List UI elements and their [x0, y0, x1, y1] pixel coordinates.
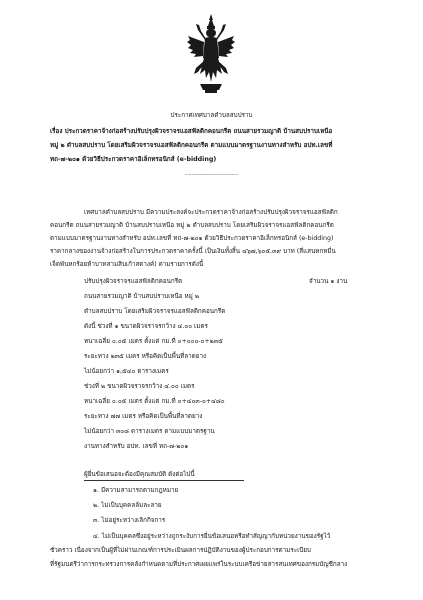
item-detail-7: ช่วงที่ ๒ ขนาดผิวจราจรกว้าง ๔.๐๐ เมตร: [84, 383, 195, 390]
qualification-item-3: ๓. ไม่อยู่ระหว่างเลิกกิจการ: [93, 517, 166, 524]
intro-line-2: คอนกรีต ถนนสายรวมญาติ บ้านสบปราบเหนือ หมู่ ๒ ตำบลสบปราบ โดยเสริมผิวจราจรแอสฟัลติกคอนกรีต: [50, 222, 334, 229]
item-quantity: จำนวน ๑ งาน: [309, 278, 348, 285]
item-detail-4: หนาเฉลี่ย ๐.๐๕ เมตร ตั้งแต่ กม.ที่ ๐+๐๐๐-๐+๒๓๕: [84, 338, 223, 345]
issuer-title: ประกาศเทศบาลตำบลสบปราบ: [170, 112, 253, 119]
item-detail-5: ระยะทาง ๒๓๕ เมตร หรือคิดเป็นพื้นที่ลาดยาง: [84, 353, 207, 360]
item-detail-8: หนาเฉลี่ย ๐.๐๕ เมตร ตั้งแต่ กม.ที่ ๐+๔๐๓-๐+๔๘๐: [84, 398, 225, 405]
qualification-item-4-line-2: ชั่วคราว เนื่องจากเป็นผู้ที่ไม่ผ่านเกณฑ์การประเมินผลการปฏิบัติงานของผู้ประกอบการตามระเบียบ: [50, 547, 311, 554]
header-divider: -------------------------: [184, 172, 239, 178]
item-detail-2: ตำบลสบปราบ โดยเสริมผิวจราจรแอสฟัลติกคอนกรีต: [84, 308, 226, 315]
item-detail-10: ไม่น้อยกว่า ๓๐๘ ตารางเมตร ตามแบบมาตรฐาน: [84, 428, 215, 435]
item-detail-6: ไม่น้อยกว่า ๑,๕๔๐ ตารางเมตร: [84, 368, 169, 375]
item-title: ปรับปรุงผิวจราจรแอสฟัลติกคอนกรีต: [84, 278, 183, 285]
qualifications-heading-underline: [84, 480, 244, 481]
intro-line-1: เทศบาลตำบลสบปราบ มีความประสงค์จะประกวดราคาจ้างก่อสร้างปรับปรุงผิวจราจรแอสฟัลติก: [84, 209, 338, 216]
subject-line-3: ทถ-๗-๒๐๑ ด้วยวิธีประกวดราคาอิเล็กทรอนิกส์ (e-bidding): [50, 156, 217, 163]
qualifications-heading: ผู้ยื่นข้อเสนอจะต้องมีคุณสมบัติ ดังต่อไปนี้: [84, 471, 195, 478]
item-detail-9: ระยะทาง ๗๗ เมตร หรือคิดเป็นพื้นที่ลาดยาง: [84, 413, 203, 420]
item-detail-11: งานทางสำหรับ อปท. เลขที่ ทถ-๗-๒๐๑: [84, 443, 189, 450]
qualification-item-1: ๑. มีความสามารถตามกฎหมาย: [93, 487, 179, 494]
qualification-item-4-line-3: ที่รัฐมนตรีว่าการกระทรวงการคลังกำหนดตามที่ประกาศเผยแพร่ในระบบเครือข่ายสารสนเทศของกรมบัญชีกลาง: [50, 561, 348, 568]
qualification-item-2: ๒. ไม่เป็นบุคคลล้มละลาย: [93, 502, 162, 509]
intro-line-3: ตามแบบมาตรฐานงานทางสำหรับ อปท.เลขที่ ทถ-๗-๒๐๑ ด้วยวิธีประกวดราคาอิเล็กทรอนิกส์ (e-bidding): [50, 235, 334, 242]
item-detail-1: ถนนสายรวมญาติ บ้านสบปราบเหนือ หมู่ ๒: [84, 293, 199, 300]
garuda-emblem-icon: [186, 12, 236, 96]
intro-line-4: ราคากลางของงานจ้างก่อสร้างในการประกวดราคาครั้งนี้ เป็นเงินทั้งสิ้น ๔๖๗,๖๐๕.๓๙ บาท (สี่แสนหกหมื่น: [50, 248, 336, 255]
qualification-item-4-line-1: ๔. ไม่เป็นบุคคลซึ่งอยู่ระหว่างถูกระงับการยื่นข้อเสนอหรือทำสัญญากับหน่วยงานของรัฐไว้: [93, 533, 331, 540]
subject-line-2: หมู่ ๒ ตำบลสบปราบ โดยเสริมผิวจราจรแอสฟัลติกคอนกรีต ตามแบบมาตรฐานงานทางสำหรับ อปท.เลขที่: [50, 142, 333, 149]
item-detail-3: ดังนี้ ช่วงที่ ๑ ขนาดผิวจราจรกว้าง ๔.๐๐ เมตร: [84, 323, 208, 330]
intro-line-5: เจ็ดพันหกร้อยห้าบาทสามสิบเก้าสตางค์) ตามรายการดังนี้: [50, 261, 204, 268]
subject-line-1: เรื่อง ประกวดราคาจ้างก่อสร้างปรับปรุงผิวจราจรแอสฟัลติกคอนกรีต ถนนสายรวมญาติ บ้านสบปราบเหนือ: [50, 128, 333, 135]
